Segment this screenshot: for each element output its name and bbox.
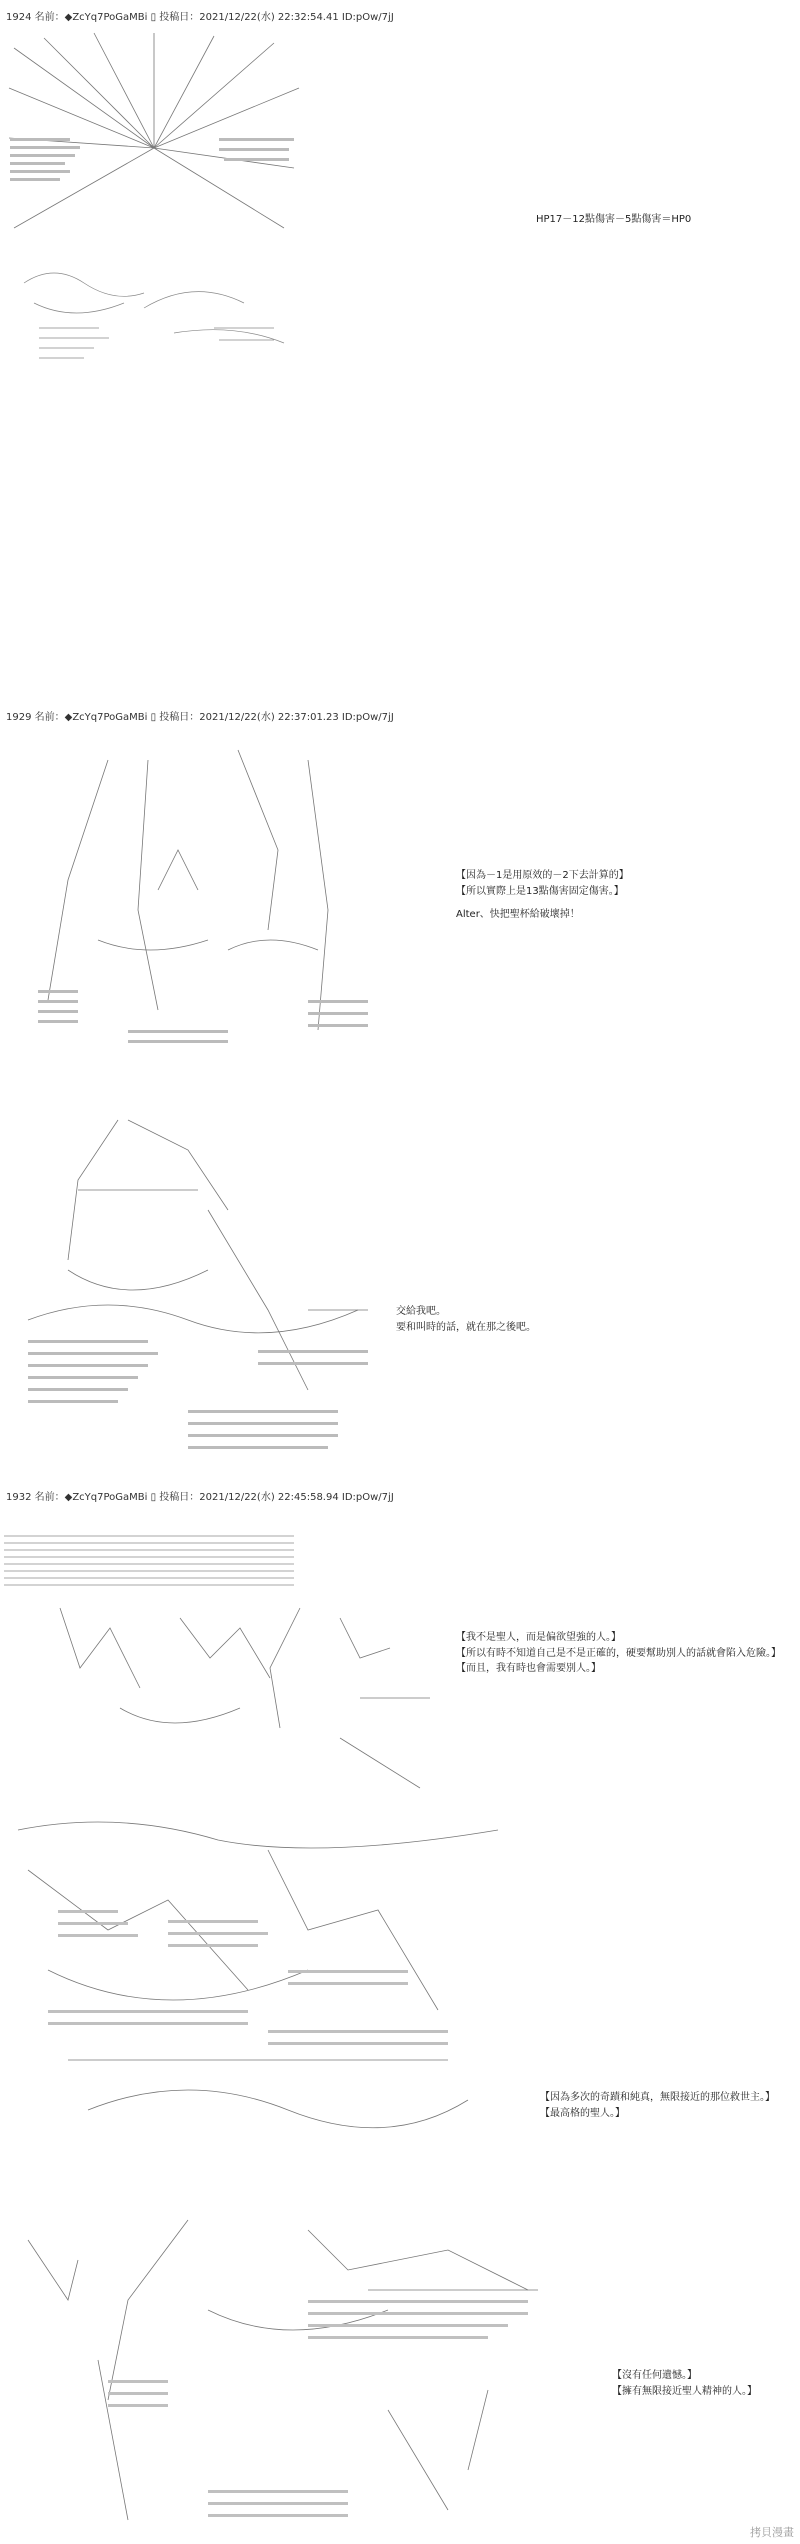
dialogue-line: 【而且，我有時也會需要別人。】 <box>456 1663 601 1674</box>
dialogue-line: 【所以實際上是13點傷害固定傷害。】 <box>456 885 624 897</box>
aa-art-final-scene <box>8 2210 588 2540</box>
dialogue-line: 【擁有無限接近聖人精神的人。】 <box>612 2385 757 2397</box>
post-header: 1924 名前：◆ZcYq7PoGaMBi ▯ 投稿日：2021/12/22(水) 22:32:54.41 ID:pOw/7jJ <box>6 12 394 23</box>
dialogue-block <box>456 1630 781 1677</box>
watermark: 拷貝漫畫 <box>750 2526 794 2539</box>
dialogue-line: 【因為－1是用原效的－2下去計算的】 <box>456 870 629 881</box>
aa-art-burst-scene <box>4 28 304 388</box>
dialogue-line: 【沒有任何遺憾。】 <box>612 2370 697 2381</box>
post-header: 1932 名前：◆ZcYq7PoGaMBi ▯ 投稿日：2021/12/22(水) 22:45:58.94 ID:pOw/7jJ <box>6 1492 394 1503</box>
dialogue-line: 【最高格的聖人。】 <box>540 2107 625 2119</box>
dialogue-line: 要和叫時的話，就在那之後吧。 <box>396 1321 536 1333</box>
dialogue-line: 【我不是聖人，而是偏欲望強的人。】 <box>456 1632 621 1643</box>
dialogue-line: HP17－12點傷害－5點傷害＝HP0 <box>536 214 692 225</box>
dialogue-line: 【因為多次的奇蹟和純真，無限接近的那位救世主。】 <box>540 2092 775 2103</box>
dialogue-line: Alter、快把聖杯給破壞掉！ <box>456 909 580 920</box>
aa-art-character-hands <box>40 1598 440 1798</box>
aa-art-character-portrait <box>8 1110 388 1480</box>
post-header: 1929 名前：◆ZcYq7PoGaMBi ▯ 投稿日：2021/12/22(水) 22:37:01.23 ID:pOw/7jJ <box>6 712 394 723</box>
dialogue-line: 交給我吧。 <box>396 1306 446 1317</box>
dialogue-block <box>540 2090 775 2121</box>
dialogue-block <box>536 212 691 228</box>
dialogue-block <box>456 868 629 923</box>
aa-art-character-pair <box>8 740 398 1090</box>
dialogue-block <box>612 2368 757 2399</box>
dialogue-line: 【所以有時不知道自己是不是正確的，硬要幫助別人的話就會陷入危險。】 <box>456 1647 781 1659</box>
dialogue-block <box>396 1304 536 1335</box>
aa-art-dense-scene <box>8 1810 508 2180</box>
horizontal-rule-block <box>4 1535 294 1591</box>
